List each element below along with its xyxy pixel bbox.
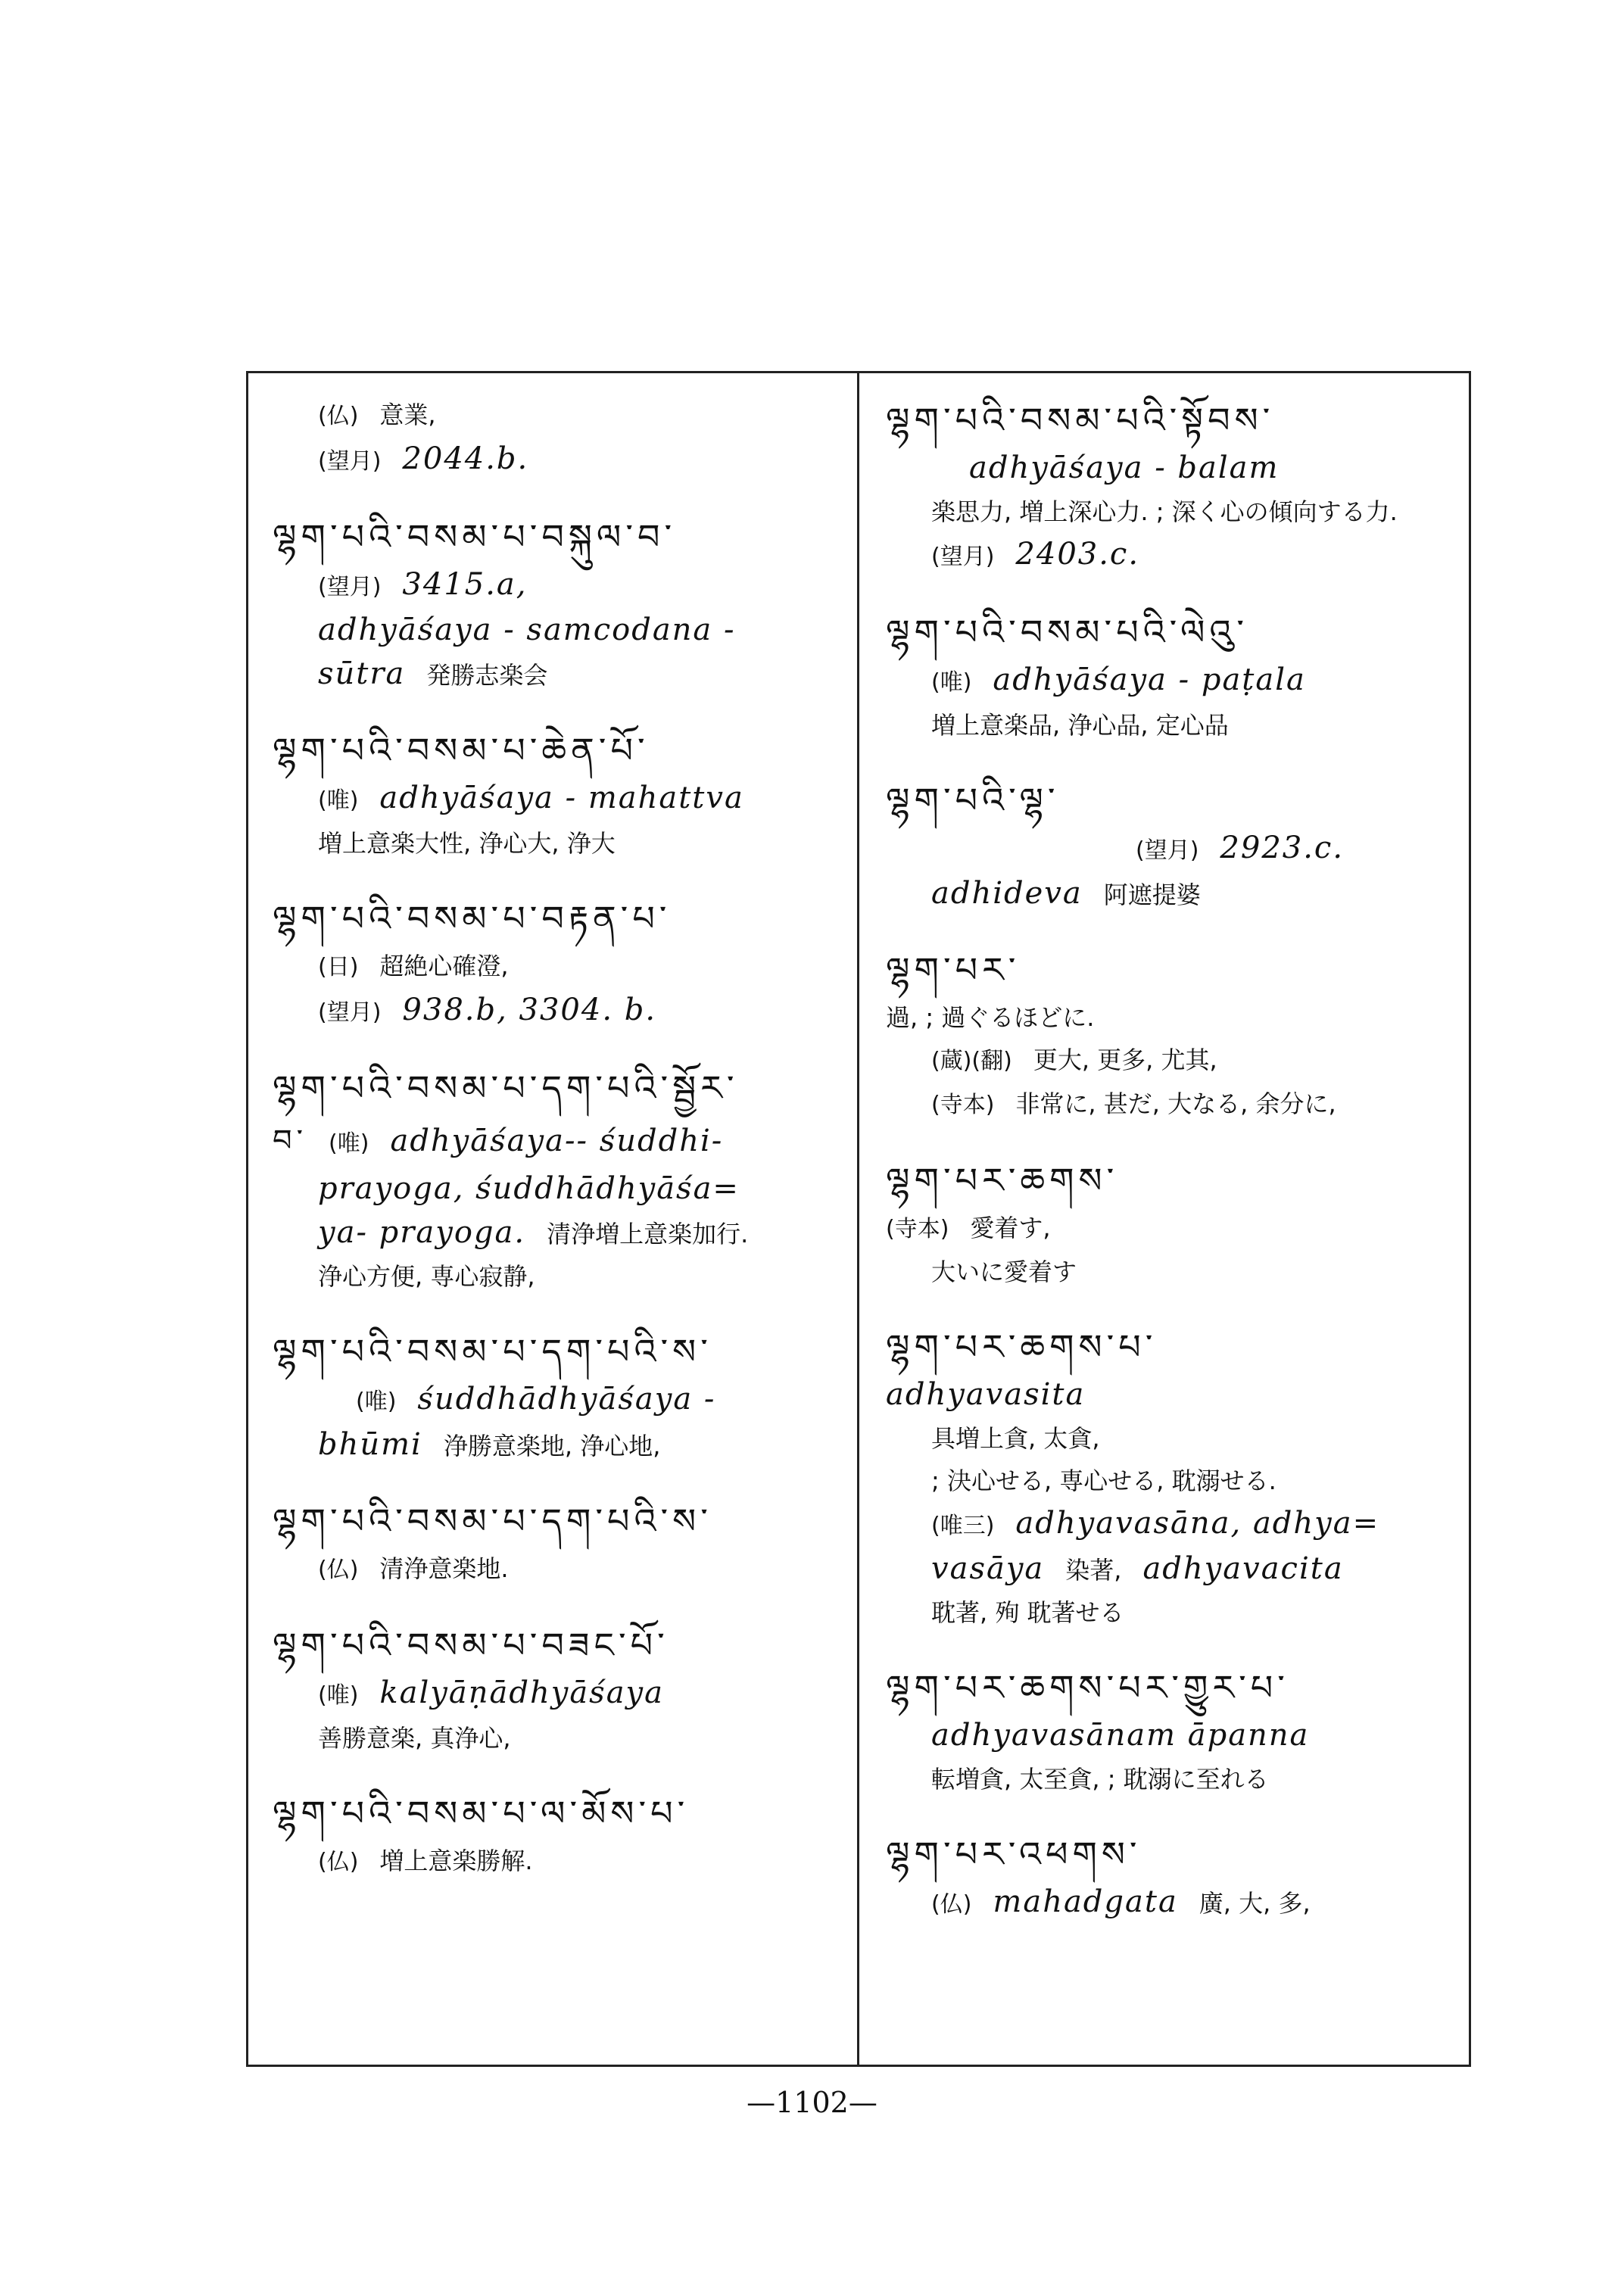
dictionary-entry: [273, 892, 840, 1034]
japanese-gloss: 廣, 大, 多,: [1199, 1889, 1311, 1918]
source-reference: (望月): [1136, 837, 1199, 864]
japanese-gloss: 清浄増上意楽加行.: [547, 1220, 749, 1248]
source-reference: (唯): [318, 787, 359, 814]
entry-line: [886, 996, 1461, 1039]
japanese-gloss: 耽著, 殉 耽著せる: [931, 1598, 1124, 1627]
sanskrit-term: adhyāśaya-- śuddhi-: [390, 1124, 724, 1158]
entry-line: [273, 438, 840, 483]
tibetan-headword: ལྷག་པའི་བསམ་པ་དག་པའི་ས་: [273, 1501, 712, 1541]
japanese-gloss: 具増上貪, 太貪,: [931, 1424, 1100, 1453]
entry-line: [273, 1167, 840, 1211]
tibetan-headword: ལྷག་པའི་བསམ་པ་ཆེན་པོ་: [273, 730, 650, 771]
entry-line: [886, 659, 1461, 704]
japanese-gloss: ; 決心せる, 専心せる, 耽溺せる.: [931, 1466, 1276, 1495]
entry-line: [273, 1255, 840, 1298]
source-reference: (唯): [356, 1389, 397, 1415]
source-reference: (仏): [318, 1557, 359, 1583]
entry-line: [886, 533, 1461, 578]
entry-line: [886, 872, 1461, 916]
sanskrit-term: 2923.c.: [1220, 831, 1345, 865]
sanskrit-term: kalyāṇādhyāśaya: [379, 1675, 664, 1710]
japanese-gloss: 楽思力, 増上深心力. ; 深く心の傾向する力.: [931, 497, 1398, 526]
entry-line: [273, 1114, 840, 1167]
dictionary-entry: [886, 394, 1461, 578]
dictionary-entry: [273, 1619, 840, 1759]
source-reference: (仏): [318, 403, 359, 429]
entry-line: [273, 1672, 840, 1717]
entry-line: [886, 1881, 1461, 1926]
tibetan-headword: ལྷག་པར་ཆགས་: [886, 1160, 1119, 1201]
japanese-gloss: 清浄意楽地.: [379, 1554, 509, 1583]
entry-line: [273, 989, 840, 1034]
sanskrit-term: adhyavasāna, adhya=: [1015, 1506, 1380, 1541]
entry-line: [273, 1378, 840, 1423]
tibetan-headword: ལྷག་པའི་བསམ་པ་བསྐུལ་བ་: [273, 516, 677, 557]
entry-line: [886, 1083, 1461, 1127]
sanskrit-term: 938.b, 3304. b.: [402, 993, 657, 1027]
source-reference: (唯三): [931, 1513, 995, 1539]
column-divider: [857, 371, 859, 2067]
entry-line: [886, 447, 1461, 491]
japanese-gloss: 増上意楽大性, 浄心大, 浄大: [318, 829, 616, 858]
source-reference: (望月): [931, 544, 995, 570]
tibetan-headword: ལྷག་པར་འཕགས་: [886, 1834, 1142, 1875]
japanese-gloss: 善勝意楽, 真浄心,: [318, 1724, 511, 1753]
japanese-gloss: 浄勝意楽地, 浄心地,: [443, 1432, 661, 1460]
japanese-gloss: 阿遮提婆: [1103, 881, 1201, 909]
sanskrit-term: 2044.b.: [402, 441, 529, 476]
tibetan-headword: ལྷག་པར་ཆགས་པ་: [886, 1326, 1158, 1367]
entry-line: [886, 1039, 1461, 1083]
source-reference: (仏): [318, 1849, 359, 1875]
dictionary-entry: [886, 943, 1461, 1127]
tibetan-headword: ལྷག་པར་: [886, 949, 1021, 990]
source-reference: (蔵)(翻): [931, 1048, 1012, 1074]
dictionary-entry: [273, 510, 840, 697]
japanese-gloss: 染著,: [1065, 1556, 1122, 1585]
source-reference: (唯): [318, 1682, 359, 1709]
japanese-gloss: 増上意楽品, 浄心品, 定心品: [931, 711, 1229, 740]
dictionary-entry: [886, 606, 1461, 746]
entry-line: [273, 1211, 840, 1255]
entry-line: [273, 777, 840, 822]
entry-line: [273, 609, 840, 653]
page-number: —1102—: [747, 2086, 877, 2119]
entry-line: [886, 1591, 1461, 1634]
sanskrit-term: adhyāśaya - paṭala: [993, 662, 1306, 697]
dictionary-entry: [273, 1787, 840, 1884]
japanese-gloss: 非常に, 甚だ, 大なる, 余分に,: [1015, 1089, 1336, 1118]
japanese-gloss: 大いに愛着す: [931, 1258, 1077, 1286]
japanese-gloss: 愛着す,: [970, 1214, 1051, 1242]
entry-line: [886, 1502, 1461, 1548]
tibetan-headword: ལྷག་པར་ཆགས་པར་གྱུར་པ་: [886, 1667, 1289, 1708]
source-reference: (唯): [931, 669, 972, 696]
sanskrit-term: vasāya: [931, 1551, 1045, 1586]
sanskrit-term: bhūmi: [318, 1427, 422, 1462]
tibetan-headword: ལྷག་པའི་བསམ་པ་བཟང་པོ་: [273, 1625, 669, 1666]
japanese-gloss: 転増貪, 太至貪, ; 耽溺に至れる: [931, 1765, 1269, 1794]
dictionary-entry: [886, 1828, 1461, 1926]
entry-line: [886, 1373, 1461, 1417]
sanskrit-term: adhyavacita: [1142, 1551, 1344, 1586]
sanskrit-term: adhyavasānam āpanna: [931, 1718, 1310, 1753]
entry-line: [273, 394, 840, 438]
tibetan-headword: ལྷག་པའི་བསམ་པའི་སྟོབས་: [886, 400, 1275, 441]
dictionary-entry: [886, 1661, 1461, 1800]
dictionary-entry: [886, 1320, 1461, 1634]
sanskrit-term: śuddhādhyāśaya -: [417, 1382, 716, 1417]
source-reference: (寺本): [931, 1092, 995, 1118]
entry-line: [273, 653, 840, 697]
sanskrit-term: 2403.c.: [1015, 537, 1140, 572]
sanskrit-term: prayoga, śuddhādhyāśa=: [318, 1171, 740, 1206]
tibetan-headword: ལྷག་པའི་བསམ་པ་དག་པའི་སྦྱོར་: [273, 1068, 739, 1108]
source-reference: (望月): [318, 448, 382, 475]
japanese-gloss: 更大, 更多, 尤其,: [1033, 1046, 1217, 1074]
sanskrit-term: 3415.a,: [402, 567, 528, 602]
source-reference: (日): [318, 954, 359, 980]
tibetan-headword: ལྷག་པའི་བསམ་པ་དག་པའི་ས་: [273, 1331, 712, 1372]
source-reference: (寺本): [886, 1216, 949, 1242]
tibetan-fragment: བ་: [273, 1124, 308, 1158]
dictionary-entry: [273, 1061, 840, 1298]
entry-line: [886, 704, 1461, 746]
japanese-gloss: 発勝志楽会: [426, 661, 548, 690]
entry-line: [886, 491, 1461, 533]
entry-line: [273, 563, 840, 609]
sanskrit-term: ya- prayoga.: [318, 1215, 526, 1250]
source-reference: (唯): [329, 1130, 369, 1157]
japanese-gloss: 浄心方便, 専心寂静,: [318, 1262, 535, 1291]
sanskrit-term: mahadgata: [993, 1884, 1178, 1919]
left-column: [273, 394, 840, 1911]
sanskrit-term: adhyāśaya - samcodana -: [318, 612, 736, 647]
tibetan-headword: ལྷག་པའི་བསམ་པ་ལ་མོས་པ་: [273, 1793, 690, 1834]
entry-line: [886, 1207, 1461, 1251]
entry-line: [886, 1548, 1461, 1591]
entry-line: [273, 822, 840, 865]
tibetan-headword: ལྷག་པའི་བསམ་པ་བརྟན་པ་: [273, 898, 672, 939]
dictionary-entry: [273, 1325, 840, 1467]
entry-line: [886, 1251, 1461, 1293]
entry-line: [273, 1840, 840, 1884]
dictionary-entry: [273, 394, 840, 483]
sanskrit-term: adhyavasita: [886, 1377, 1086, 1412]
dictionary-entry: [273, 1495, 840, 1591]
japanese-gloss: 意業,: [379, 401, 436, 429]
tibetan-headword: ལྷག་པའི་བསམ་པའི་ལེའུ་: [886, 612, 1248, 653]
right-column: [886, 394, 1461, 1953]
entry-line: [273, 1423, 840, 1467]
tibetan-headword: ལྷག་པའི་ལྷ་: [886, 780, 1060, 821]
entry-line: [886, 1714, 1461, 1758]
sanskrit-term: adhyāśaya - balam: [969, 450, 1280, 485]
entry-line: [273, 945, 840, 989]
source-reference: (仏): [931, 1891, 972, 1918]
sanskrit-term: adhyāśaya - mahattva: [379, 781, 744, 815]
dictionary-entry: [273, 724, 840, 865]
entry-line: [273, 1717, 840, 1759]
japanese-gloss: 過, ; 過ぐるほどに.: [886, 1003, 1095, 1032]
japanese-gloss: 超絶心確澄,: [379, 952, 509, 980]
dictionary-entry: [886, 1154, 1461, 1293]
source-reference: (望月): [318, 574, 382, 600]
entry-line: [273, 1548, 840, 1591]
entry-line: [886, 1460, 1461, 1502]
sanskrit-term: adhideva: [931, 876, 1083, 911]
japanese-gloss: 増上意楽勝解.: [379, 1847, 533, 1875]
source-reference: (望月): [318, 999, 382, 1026]
dictionary-entry: [886, 774, 1461, 916]
entry-line: [886, 827, 1461, 872]
sanskrit-term: sūtra: [318, 656, 406, 691]
entry-line: [886, 1417, 1461, 1460]
entry-line: [886, 1758, 1461, 1800]
